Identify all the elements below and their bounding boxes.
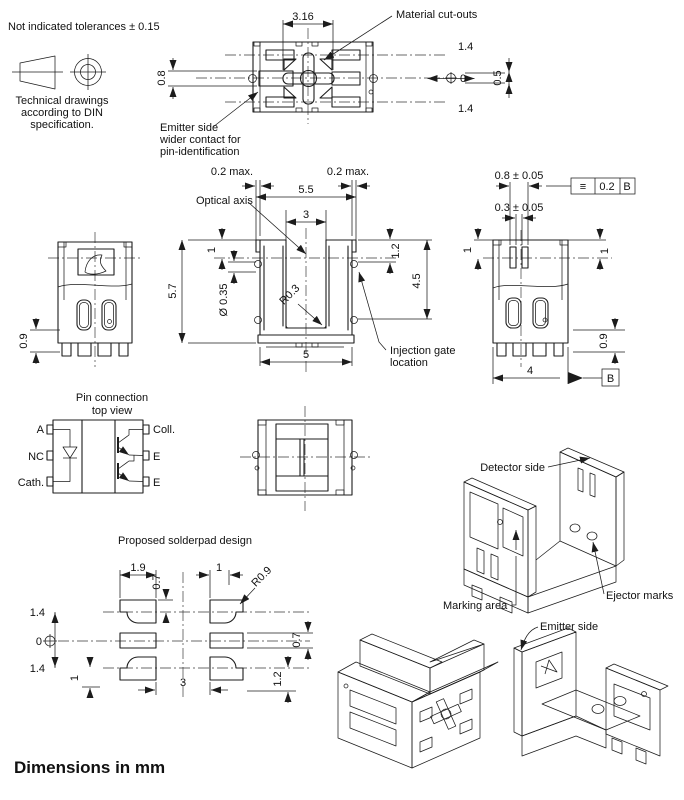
dim-5-5: 5.5 <box>298 184 314 196</box>
datum-flag-icon <box>568 372 583 384</box>
injection-gate-label-line1: Injection gate <box>390 345 456 357</box>
symmetry-tolerance-frame <box>571 178 635 194</box>
marking-area-label: Marking area <box>443 600 508 612</box>
dim-0-9-right: 0.9 <box>598 333 610 349</box>
pin-label-e1: E <box>153 451 161 463</box>
dim-5: 5 <box>302 349 310 361</box>
pin-connection-title-line2: top view <box>91 405 133 417</box>
front-view-drawing <box>167 166 455 372</box>
diode-symbol-icon <box>53 430 77 482</box>
fcf-value: 0.2 <box>599 181 615 193</box>
iso-view-top <box>443 448 674 613</box>
dim-0-2-max-left: 0.2 max. <box>210 166 254 178</box>
phototransistor-symbol-icon <box>118 456 143 482</box>
dim-0-8: 0.8 <box>156 70 168 86</box>
solderpad-pad <box>210 657 243 680</box>
emitter-side-label: Emitter side <box>540 621 599 633</box>
dim-1-2: 1.2 <box>390 243 402 259</box>
dim-0-8-tol: 0.8 ± 0.05 <box>494 170 544 182</box>
phototransistor-symbol-icon <box>118 430 143 456</box>
dim-dia-0-35: Ø 0.35 <box>218 283 230 317</box>
pin-label-e2: E <box>153 477 161 489</box>
first-angle-projection-icon <box>12 54 106 90</box>
contact-pad <box>332 72 360 85</box>
header-notes <box>8 21 160 131</box>
dim-0-9-left: 0.9 <box>18 333 30 349</box>
solderpad-dim-1-9: 1.9 <box>130 562 146 574</box>
ejector-marks-label: Ejector marks <box>606 590 674 602</box>
solderpad-dim-1-2-right: 1.2 <box>272 671 284 687</box>
dim-3-16: 3.16 <box>292 11 314 23</box>
pin-label-nc: NC <box>28 451 44 463</box>
pin-label-cath: Cath. <box>17 477 44 489</box>
solderpad-design-drawing <box>30 535 313 703</box>
solderpad-dim-3: 3 <box>179 677 187 689</box>
dim-5-7: 5.7 <box>167 283 179 299</box>
solderpad-dim-1-top: 1 <box>215 562 223 574</box>
solderpad-title: Proposed solderpad design <box>118 535 252 547</box>
solderpad-pad <box>120 633 156 648</box>
right-side-view-drawing <box>462 170 635 386</box>
solderpad-dim-0-7-right: 0.7 <box>291 632 303 648</box>
dim-4-5: 4.5 <box>411 273 423 289</box>
dim-1-right: 1 <box>599 247 611 255</box>
solderpad-dim-1-4-bottom: 1.4 <box>29 663 45 675</box>
pin-label-a: A <box>36 424 44 436</box>
fcf-datum: B <box>623 181 631 193</box>
datum-b-label: B <box>606 373 615 385</box>
pin-connection-schematic <box>18 392 175 493</box>
emitter-slot <box>522 247 528 268</box>
iso-view-bottom-left <box>338 634 498 768</box>
din-note-line1: Technical drawings <box>15 95 109 107</box>
solderpad-dim-r0-9: R0.9 <box>249 564 275 590</box>
emitter-contact-note-line3: pin-identification <box>160 146 240 158</box>
solderpad-dim-1-left: 1 <box>69 674 81 682</box>
material-cutouts-label: Material cut-outs <box>396 9 478 21</box>
tolerance-note: Not indicated tolerances ± 0.15 <box>8 21 160 33</box>
bottom-view-drawing <box>156 9 509 158</box>
emitter-contact-note-line1: Emitter side <box>160 122 219 134</box>
dim-0-3-tol: 0.3 ± 0.05 <box>494 202 544 214</box>
din-note-line2: according to DIN <box>21 107 103 119</box>
dim-1-4-bottom: 1.4 <box>458 103 474 115</box>
dim-0: 0 <box>460 73 467 85</box>
solderpad-pad <box>210 600 243 623</box>
left-side-view-drawing <box>18 232 142 367</box>
solderpad-dim-0: 0 <box>35 636 42 648</box>
dim-0-2-max-right: 0.2 max. <box>326 166 370 178</box>
dim-4: 4 <box>526 365 534 377</box>
pin-label-coll: Coll. <box>153 424 176 436</box>
dim-1-left: 1 <box>462 246 474 254</box>
plan-view-drawing <box>240 406 372 511</box>
pin-connection-title-line1: Pin connection <box>75 392 149 404</box>
iso-view-bottom-right <box>514 621 668 764</box>
emitter-contact-note-line2: wider contact for <box>160 134 241 146</box>
injection-gate-label-line2: location <box>390 357 428 369</box>
dimensions-note: Dimensions in mm <box>14 758 166 777</box>
din-note-line3: specification. <box>30 119 94 131</box>
dim-1: 1 <box>206 246 218 254</box>
solderpad-pad <box>210 633 243 648</box>
solderpad-dim-1-4-top: 1.4 <box>29 607 45 619</box>
emitter-slot <box>510 247 516 268</box>
optical-axis-label: Optical axis <box>196 195 253 207</box>
detector-side-label: Detector side <box>480 462 545 474</box>
emitter-window <box>78 249 114 275</box>
dim-1-4-top: 1.4 <box>458 41 474 53</box>
dim-r0-3: R0.3 <box>277 282 303 308</box>
solderpad-pad <box>120 600 156 623</box>
dim-3: 3 <box>302 209 310 221</box>
material-cutout-shapes <box>283 53 334 104</box>
solderpad-dim-0-7-top: 0.7 <box>151 574 163 590</box>
solderpad-pad <box>120 657 156 680</box>
dim-0-5: 0.5 <box>492 70 504 86</box>
symmetry-symbol-icon: ≡ <box>579 181 587 193</box>
